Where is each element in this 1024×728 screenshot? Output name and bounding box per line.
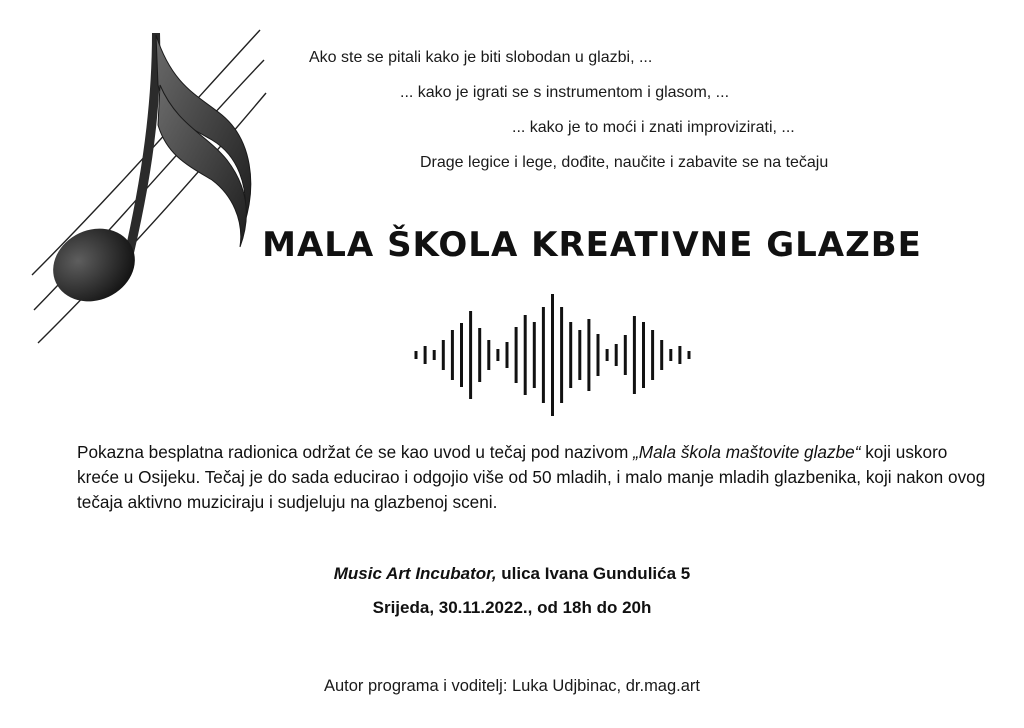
course-name: „Mala škola maštovite glazbe“	[633, 442, 861, 462]
page-title: MALA ŠKOLA KREATIVNE GLAZBE	[262, 225, 922, 265]
description-paragraph	[77, 440, 987, 515]
venue-name: Music Art Incubator,	[333, 564, 497, 583]
intro-line-3: ... kako je to moći i znati improvizirati, ...	[512, 119, 795, 136]
intro-line-4: Drage legice i lege, dođite, naučite i zabavite se na tečaju	[420, 154, 829, 171]
event-date: Srijeda, 30.11.2022., od 18h do 20h	[372, 598, 652, 617]
venue-line	[0, 564, 1024, 584]
description-text-1: Pokazna besplatna radionica održat će se kao uvod u tečaj pod nazivom	[77, 442, 634, 462]
intro-line-1: Ako ste se pitali kako je biti slobodan u glazbi, ...	[309, 49, 653, 66]
sound-wave-icon	[412, 290, 696, 420]
description-text-2: koji uskoro kreće u Osijeku. Tečaj je do sada educirao i odgojio više od 50 mladih, i malo manje mladih glazbenika, koji nakon ovog tečaja aktivno muziciraju i sudjeluju na glazbenoj sceni.	[77, 442, 986, 512]
venue-address: ulica Ivana Gundulića 5	[496, 564, 691, 583]
intro-line-2: ... kako je igrati se s instrumentom i glasom, ...	[400, 84, 730, 101]
music-note-icon	[22, 25, 267, 355]
author-line: Autor programa i voditelj: Luka Udjbinac, dr.mag.art	[323, 677, 701, 695]
